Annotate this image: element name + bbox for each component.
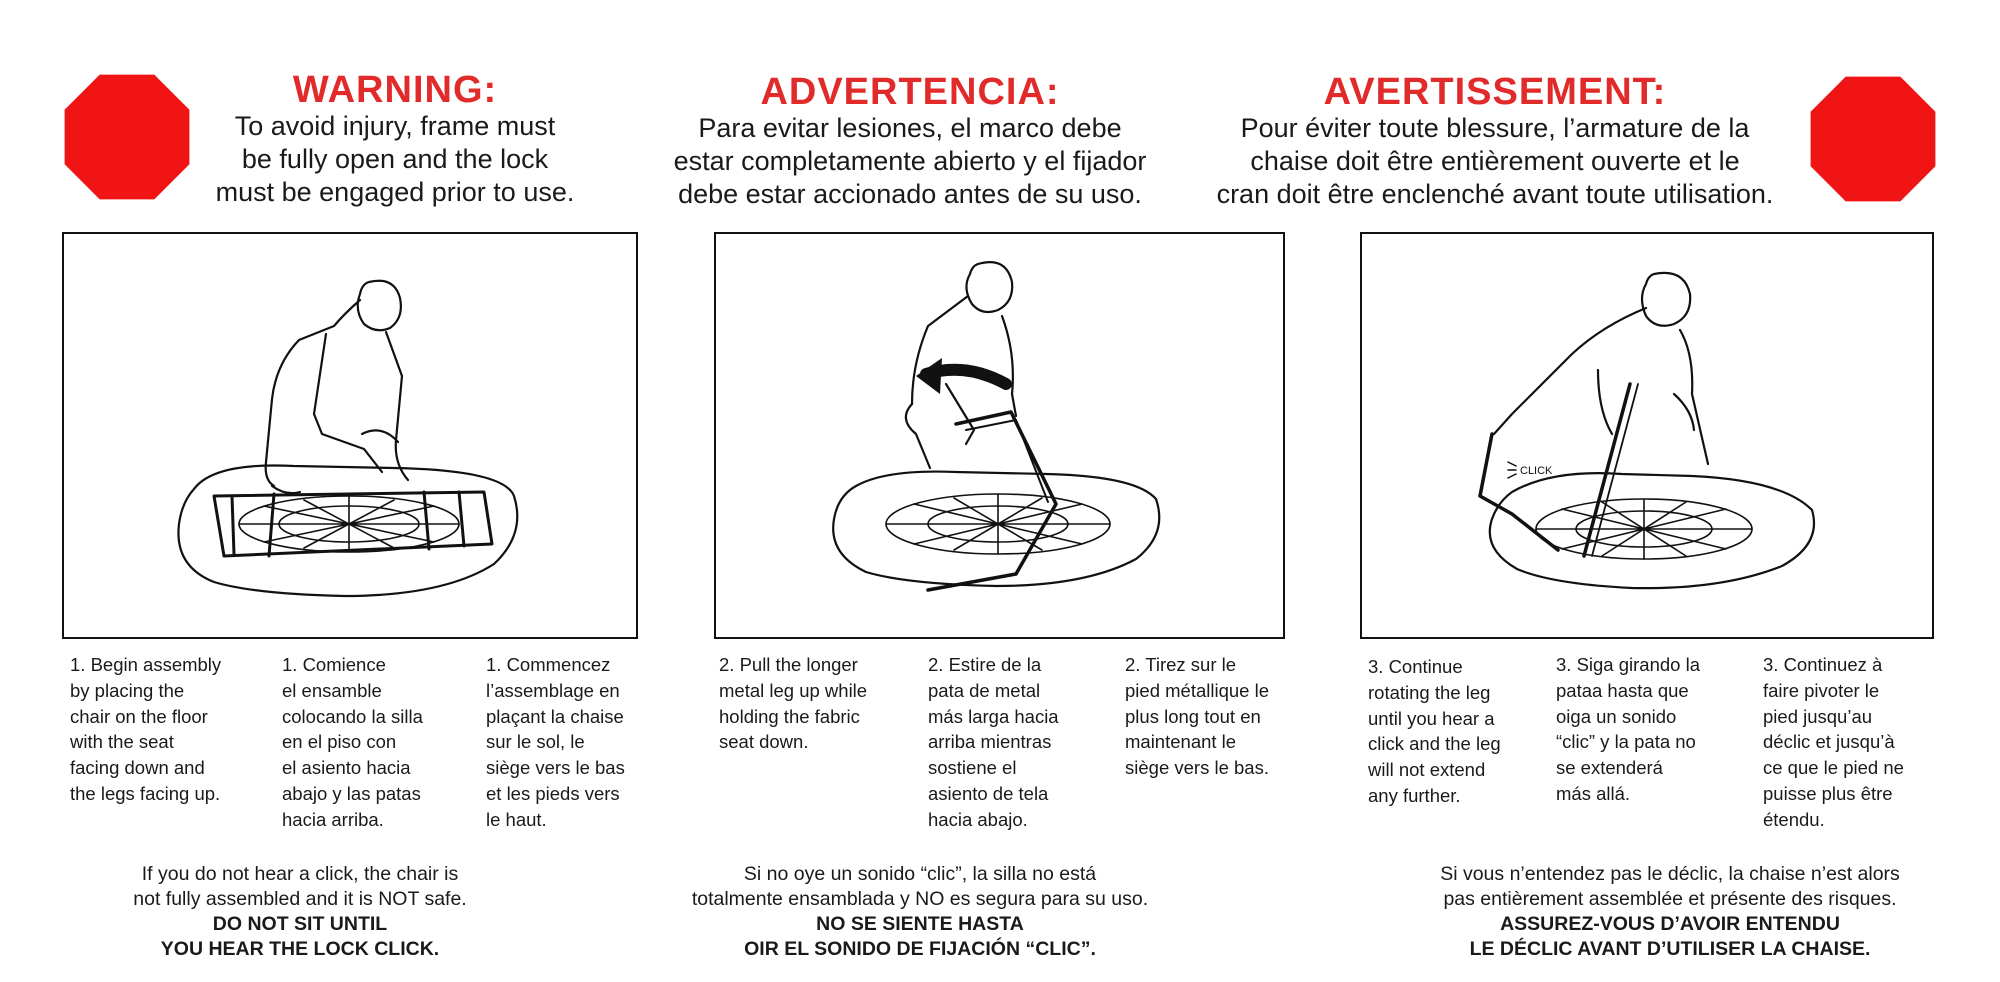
note-line: totalmente ensamblada y NO es segura para su uso. (691, 888, 1149, 910)
click-label: CLICK (1520, 465, 1553, 477)
note-line: Si vous n’entendez pas le déclic, la chaise n’est alors (1440, 863, 1900, 885)
stop-sign-icon (62, 72, 192, 202)
warning-title: WARNING: (292, 69, 498, 111)
note-strong-line: LE DÉCLIC AVANT D’UTILISER LA CHAISE. (1469, 938, 1871, 960)
note-strong-line: ASSUREZ-VOUS D’AVOIR ENTENDU (1500, 913, 1840, 935)
warning-line: Pour éviter toute blessure, l’armature de la (1240, 113, 1750, 143)
illustration-step-3 (1360, 232, 1934, 639)
warning-line: cran doit être enclenché avant toute utilisation. (1216, 179, 1774, 209)
warning-title: AVERTISSEMENT: (1323, 71, 1667, 113)
illustration-step-2 (714, 232, 1285, 639)
note-strong-line: YOU HEAR THE LOCK CLICK. (160, 938, 440, 960)
note-spanish (640, 862, 1200, 962)
warning-line: debe estar accionado antes de su uso. (678, 179, 1142, 209)
step-3-french: 3. Continuez à faire pivoter le pied jusqu’au déclic et jusqu’à ce que le pied ne puisse plus être étendu. (1763, 654, 1904, 830)
step-2-spanish: 2. Estire de la pata de metal más larga hacia arriba mientras sostiene el asiento de tela hacia abajo. (928, 654, 1059, 830)
note-strong-line: OIR EL SONIDO DE FIJACIÓN “CLIC”. (744, 938, 1096, 960)
step-1-english: 1. Begin assembly by placing the chair on the floor with the seat facing down and the legs facing up. (70, 654, 222, 804)
note-line: Si no oye un sonido “clic”, la silla no está (743, 863, 1097, 885)
note-english (60, 862, 540, 962)
note-line: not fully assembled and it is NOT safe. (133, 888, 467, 910)
warning-line: be fully open and the lock (241, 144, 549, 174)
warning-line: To avoid injury, frame must (234, 111, 556, 141)
note-strong-line: NO SE SIENTE HASTA (816, 913, 1024, 935)
warning-line: estar completamente abierto y el fijador (673, 146, 1147, 176)
step-3-english: 3. Continue rotating the leg until you hear a click and the leg will not extend any further. (1368, 656, 1501, 806)
note-line: pas entièrement assemblée et présente des risques. (1443, 888, 1897, 910)
warning-line: chaise doit être entièrement ouverte et le (1250, 146, 1740, 176)
step-1-spanish: 1. Comience el ensamble colocando la silla en el piso con el asiento hacia abajo y las patas hacia arriba. (282, 654, 423, 830)
warning-english (175, 70, 615, 209)
illustration-step-1 (62, 232, 638, 639)
warning-line: must be engaged prior to use. (215, 177, 575, 207)
note-strong-line: DO NOT SIT UNTIL (212, 913, 388, 935)
warning-line: Para evitar lesiones, el marco debe (698, 113, 1122, 143)
step-3-spanish: 3. Siga girando la pataa hasta que oiga un sonido “clic” y la pata no se extenderá más allá. (1556, 654, 1700, 804)
warning-french (1185, 72, 1805, 211)
stop-sign-icon (1808, 74, 1938, 204)
step-1-french: 1. Commencez l’assemblage en plaçant la chaise sur le sol, le siège vers le bas et les pieds vers le haut. (486, 654, 625, 830)
note-french (1380, 862, 1960, 962)
warning-spanish (630, 72, 1190, 211)
step-2-french: 2. Tirez sur le pied métallique le plus long tout en maintenant le siège vers le bas. (1125, 654, 1269, 779)
step-2-english: 2. Pull the longer metal leg up while holding the fabric seat down. (719, 654, 868, 753)
note-line: If you do not hear a click, the chair is (141, 863, 459, 885)
warning-title: ADVERTENCIA: (760, 71, 1060, 113)
